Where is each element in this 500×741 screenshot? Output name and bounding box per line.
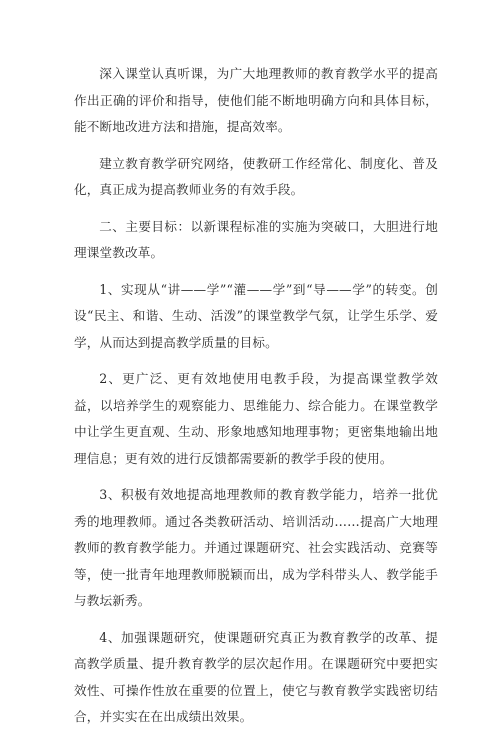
paragraph-4-goal-1: 1、实现从“讲——学”“灌——学”到“导——学”的转变。创设“民主、和谐、生动、活泼”的课堂教学气氛，让学生乐学、爱学，从而达到提高教学质量的目标。 — [74, 281, 438, 350]
paragraph-1: 深入课堂认真听课，为广大地理教师的教育教学水平的提高作出正确的评价和指导，使他们能不断地明确方向和具体目标，能不断地改进方法和措施，提高效率。 — [74, 66, 438, 134]
paragraph-3-main-goals: 二、主要目标：以新课程标准的实施为突破口，大胆进行地理课堂教改革。 — [74, 218, 438, 260]
paragraph-6-goal-3: 3、积极有效地提高地理教师的教育教学能力，培养一批优秀的地理教师。通过各类教研活动、培训活动……提高广大地理教师的教育教学能力。并通过课题研究、社会实践活动、竞赛等等，使一批青年地理教师脱颖而出，成为学科带头人、教学能手与教坛新秀。 — [74, 487, 438, 608]
paragraph-5-goal-2: 2、更广泛、更有效地使用电教手段，为提高课堂教学效益，以培养学生的观察能力、思维能力、综合能力。在课堂教学中让学生更直观、生动、形象地感知地理事物；更密集地输出地理信息；更有效的进行反馈都需要新的教学手段的使用。 — [74, 371, 438, 466]
document-body — [74, 61, 438, 741]
paragraph-7-goal-4: 4、加强课题研究，使课题研究真正为教育教学的改革、提高教学质量、提升教育教学的层次起作用。在课题研究中要把实效性、可操作性放在重要的位置上，使它与教育教学实践密切结合，并实实在在出成绩出效果。 — [74, 629, 438, 724]
paragraph-2: 建立教育教学研究网络，使教研工作经常化、制度化、普及化，真正成为提高教师业务的有效手段。 — [74, 155, 438, 197]
